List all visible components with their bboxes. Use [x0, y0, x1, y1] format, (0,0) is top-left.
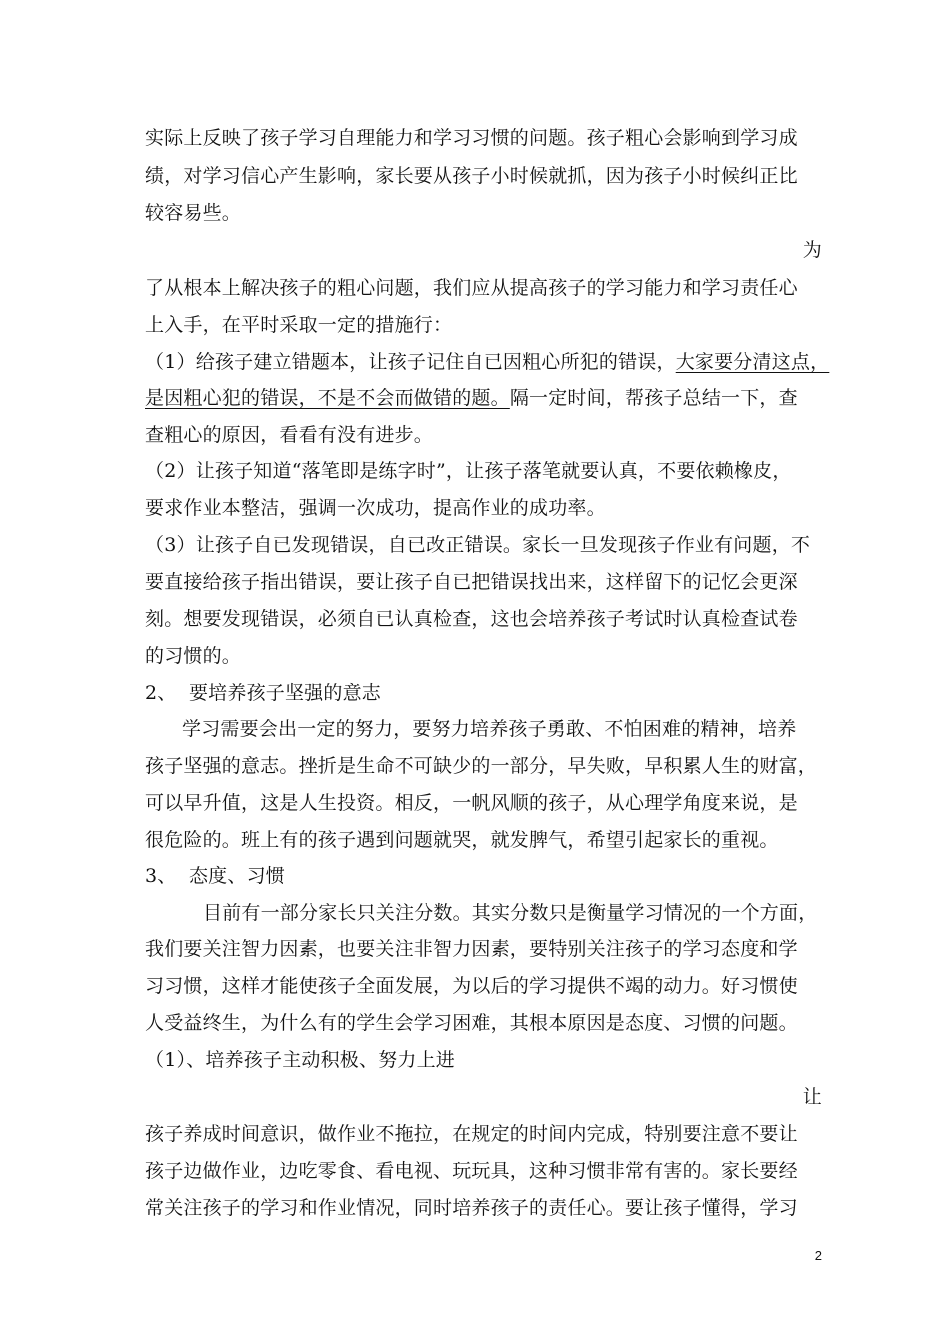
text-line: 要直接给孩子指出错误，要让孩子自已把错误找出来，这样留下的记忆会更深 — [145, 571, 798, 593]
text-line: 让 — [802, 1086, 822, 1108]
underlined-text: 是因粗心犯的错误，不是不会而做错的题。 — [145, 387, 510, 409]
text-line: 查粗心的原因，看看有没有进步。 — [145, 424, 434, 446]
text-line: 的习惯的。 — [145, 645, 242, 667]
text-line: 学习需要会出一定的努力，要努力培养孩子勇敢、不怕困难的精神，培养 — [182, 718, 797, 740]
text-line: 可以早升值，这是人生投资。相反，一帆风顺的孩子，从心理学角度来说，是 — [145, 792, 798, 814]
text-span: （1）给孩子建立错题本，让孩子记住自已因粗心所犯的错误， — [145, 351, 676, 373]
text-line: 绩，对学习信心产生影响，家长要从孩子小时候就抓，因为孩子小时候纠正比 — [145, 165, 798, 187]
text-line: 孩子养成时间意识，做作业不拖拉，在规定的时间内完成，特别要注意不要让 — [145, 1123, 798, 1145]
text-line: 要求作业本整洁，强调一次成功，提高作业的成功率。 — [145, 497, 606, 519]
page-number: 2 — [814, 1248, 822, 1263]
section-heading: 3、 态度、习惯 — [145, 865, 285, 887]
text-line: 较容易些。 — [145, 202, 242, 224]
text-line: 孩子边做作业，边吃零食、看电视、玩玩具，这种习惯非常有害的。家长要经 — [145, 1160, 798, 1182]
text-line: 了从根本上解决孩子的粗心问题，我们应从提高孩子的学习能力和学习责任心 — [145, 277, 798, 299]
text-line: 实际上反映了孩子学习自理能力和学习习惯的问题。孩子粗心会影响到学习成 — [145, 127, 798, 149]
text-line: 目前有一部分家长只关注分数。其实分数只是衡量学习情况的一个方面， — [203, 902, 818, 924]
sub-heading: （1）、培养孩子主动积极、努力上进 — [145, 1049, 455, 1071]
text-line: 刻。想要发现错误，必须自已认真检查，这也会培养孩子考试时认真检查试卷 — [145, 608, 798, 630]
text-line: 为 — [802, 239, 822, 261]
text-line: 孩子坚强的意志。挫折是生命不可缺少的一部分，早失败，早积累人生的财富， — [145, 755, 818, 777]
section-heading: 2、 要培养孩子坚强的意志 — [145, 682, 381, 704]
text-line: 常关注孩子的学习和作业情况，同时培养孩子的责任心。要让孩子懂得，学习 — [145, 1197, 798, 1219]
text-line — [145, 386, 825, 410]
text-line: 很危险的。班上有的孩子遇到问题就哭，就发脾气，希望引起家长的重视。 — [145, 829, 779, 851]
underlined-text: 大家要分清这点， — [675, 351, 830, 373]
text-line: （3）让孩子自已发现错误，自已改正错误。家长一旦发现孩子作业有问题，不 — [145, 534, 811, 556]
text-line: （2）让孩子知道“落笔即是练字时”，让孩子落笔就要认真，不要依赖橡皮， — [145, 460, 792, 482]
text-line: 人受益终生，为什么有的学生会学习困难，其根本原因是态度、习惯的问题。 — [145, 1012, 798, 1034]
text-span: 隔一定时间，帮孩子总结一下，查 — [509, 387, 798, 409]
text-line — [145, 350, 830, 374]
text-line: 上入手，在平时采取一定的措施行： — [145, 314, 453, 336]
text-line: 我们要关注智力因素，也要关注非智力因素，要特别关注孩子的学习态度和学 — [145, 938, 798, 960]
text-line: 习习惯，这样才能使孩子全面发展，为以后的学习提供不竭的动力。好习惯使 — [145, 975, 798, 997]
